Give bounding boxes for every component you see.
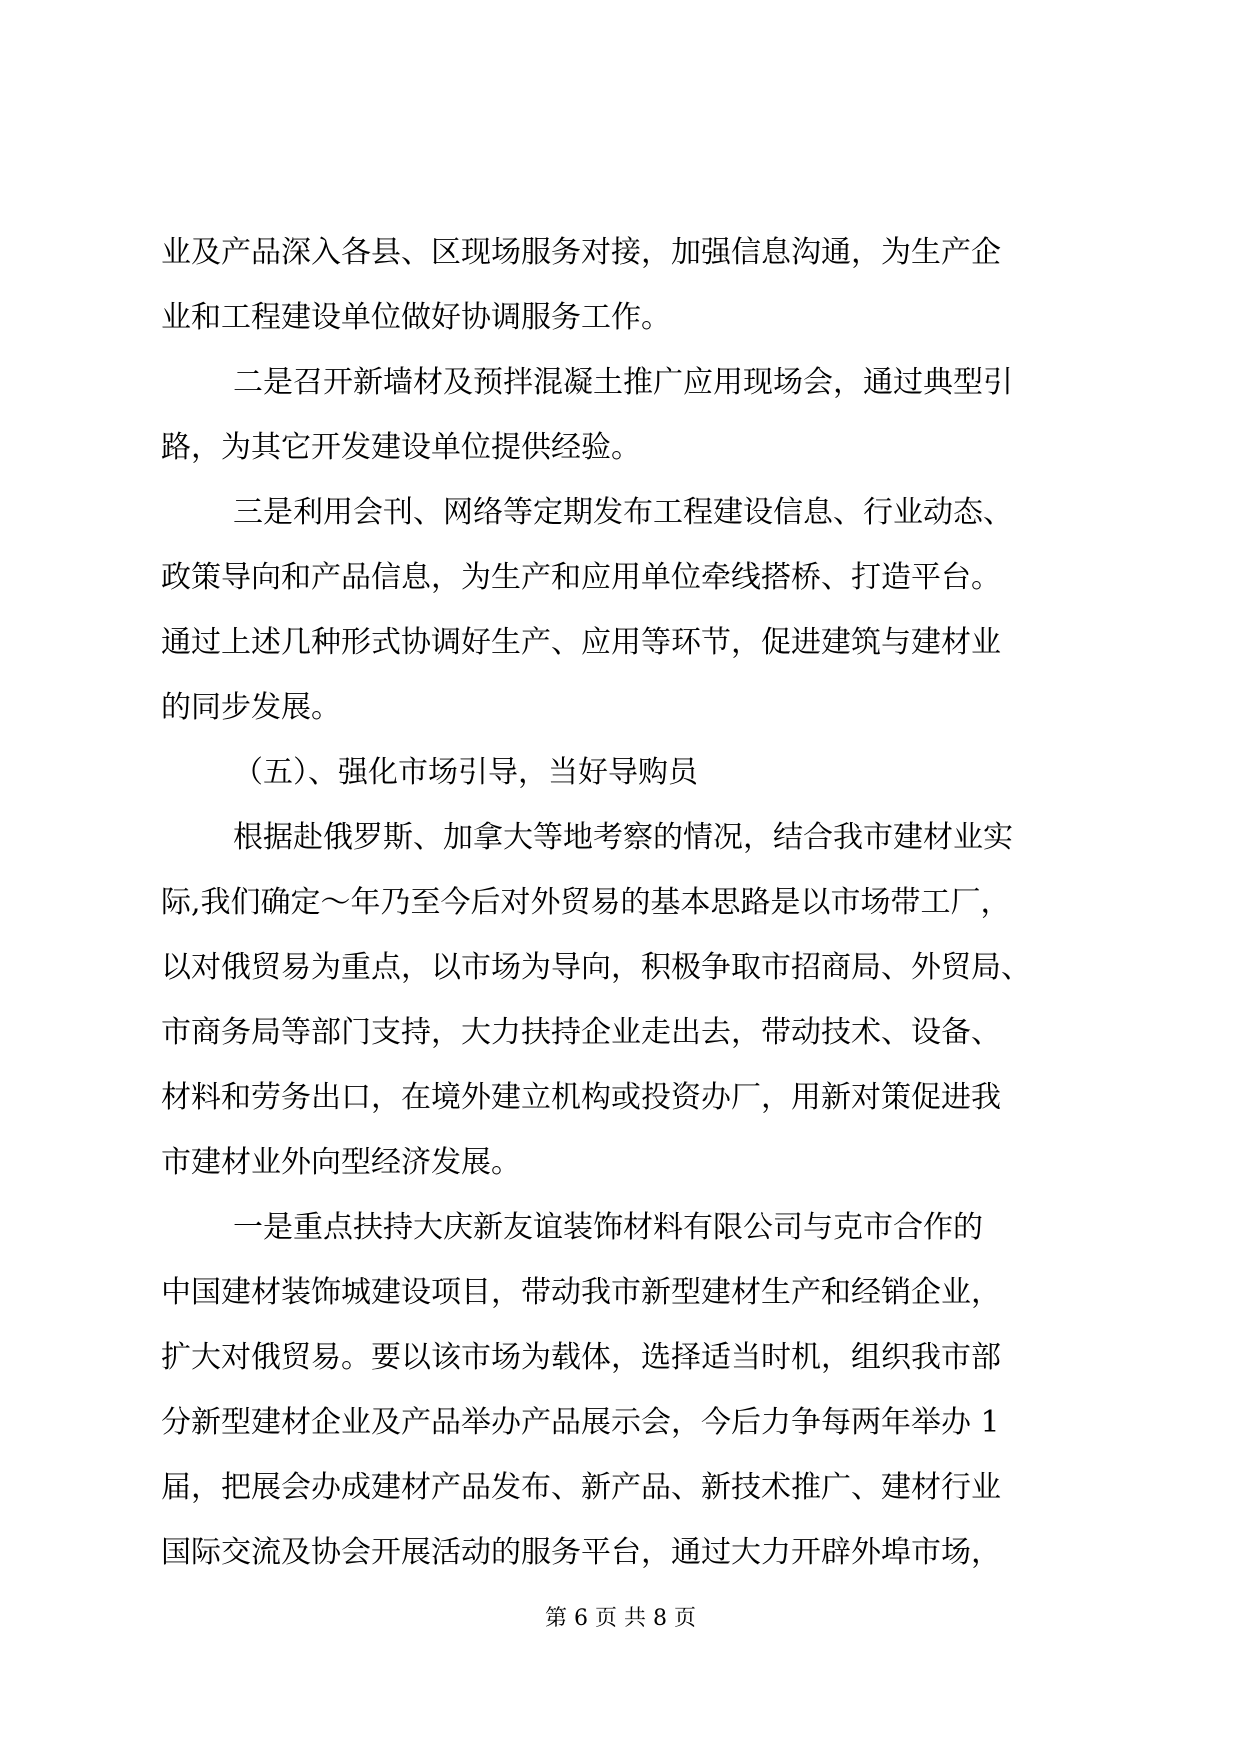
text-line: 路，为其它开发建设单位提供经验。 <box>161 430 641 465</box>
text-line: 市建材业外向型经济发展。 <box>161 1145 521 1180</box>
text-line: 材料和劳务出口，在境外建立机构或投资办厂，用新对策促进我 <box>161 1080 1001 1115</box>
text-line: 政策导向和产品信息，为生产和应用单位牵线搭桥、打造平台。 <box>161 560 1001 595</box>
text-line: 中国建材装饰城建设项目，带动我市新型建材生产和经销企业， <box>161 1275 1001 1310</box>
text-line: 市商务局等部门支持，大力扶持企业走出去，带动技术、设备、 <box>161 1015 1001 1050</box>
text-line: 根据赴俄罗斯、加拿大等地考察的情况，结合我市建材业实 <box>233 820 1013 855</box>
text-line: 业及产品深入各县、区现场服务对接，加强信息沟通，为生产企 <box>161 235 1001 270</box>
text-line: 的同步发展。 <box>161 690 341 725</box>
text-line: 扩大对俄贸易。要以该市场为载体，选择适当时机，组织我市部 <box>161 1340 1001 1375</box>
text-line: 届，把展会办成建材产品发布、新产品、新技术推广、建材行业 <box>161 1470 1001 1505</box>
text-line: 以对俄贸易为重点，以市场为导向，积极争取市招商局、外贸局、 <box>161 950 1031 985</box>
text-line: 国际交流及协会开展活动的服务平台，通过大力开辟外埠市场， <box>161 1535 1001 1570</box>
text-line: 通过上述几种形式协调好生产、应用等环节，促进建筑与建材业 <box>161 625 1001 660</box>
text-line: 业和工程建设单位做好协调服务工作。 <box>161 300 671 335</box>
text-line: 三是利用会刊、网络等定期发布工程建设信息、行业动态、 <box>233 495 1013 530</box>
section-heading: （五）、强化市场引导，当好导购员 <box>233 755 698 790</box>
text-line: 二是召开新墙材及预拌混凝土推广应用现场会，通过典型引 <box>233 365 1013 400</box>
text-line: 分新型建材企业及产品举办产品展示会，今后力争每两年举办 1 <box>161 1405 1000 1440</box>
text-line: 一是重点扶持大庆新友谊装饰材料有限公司与克市合作的 <box>233 1210 983 1245</box>
page-number-footer: 第 6 页 共 8 页 <box>545 1606 696 1631</box>
body-text <box>161 220 1081 1585</box>
text-line: 际,我们确定～年乃至今后对外贸易的基本思路是以市场带工厂， <box>161 885 1011 920</box>
